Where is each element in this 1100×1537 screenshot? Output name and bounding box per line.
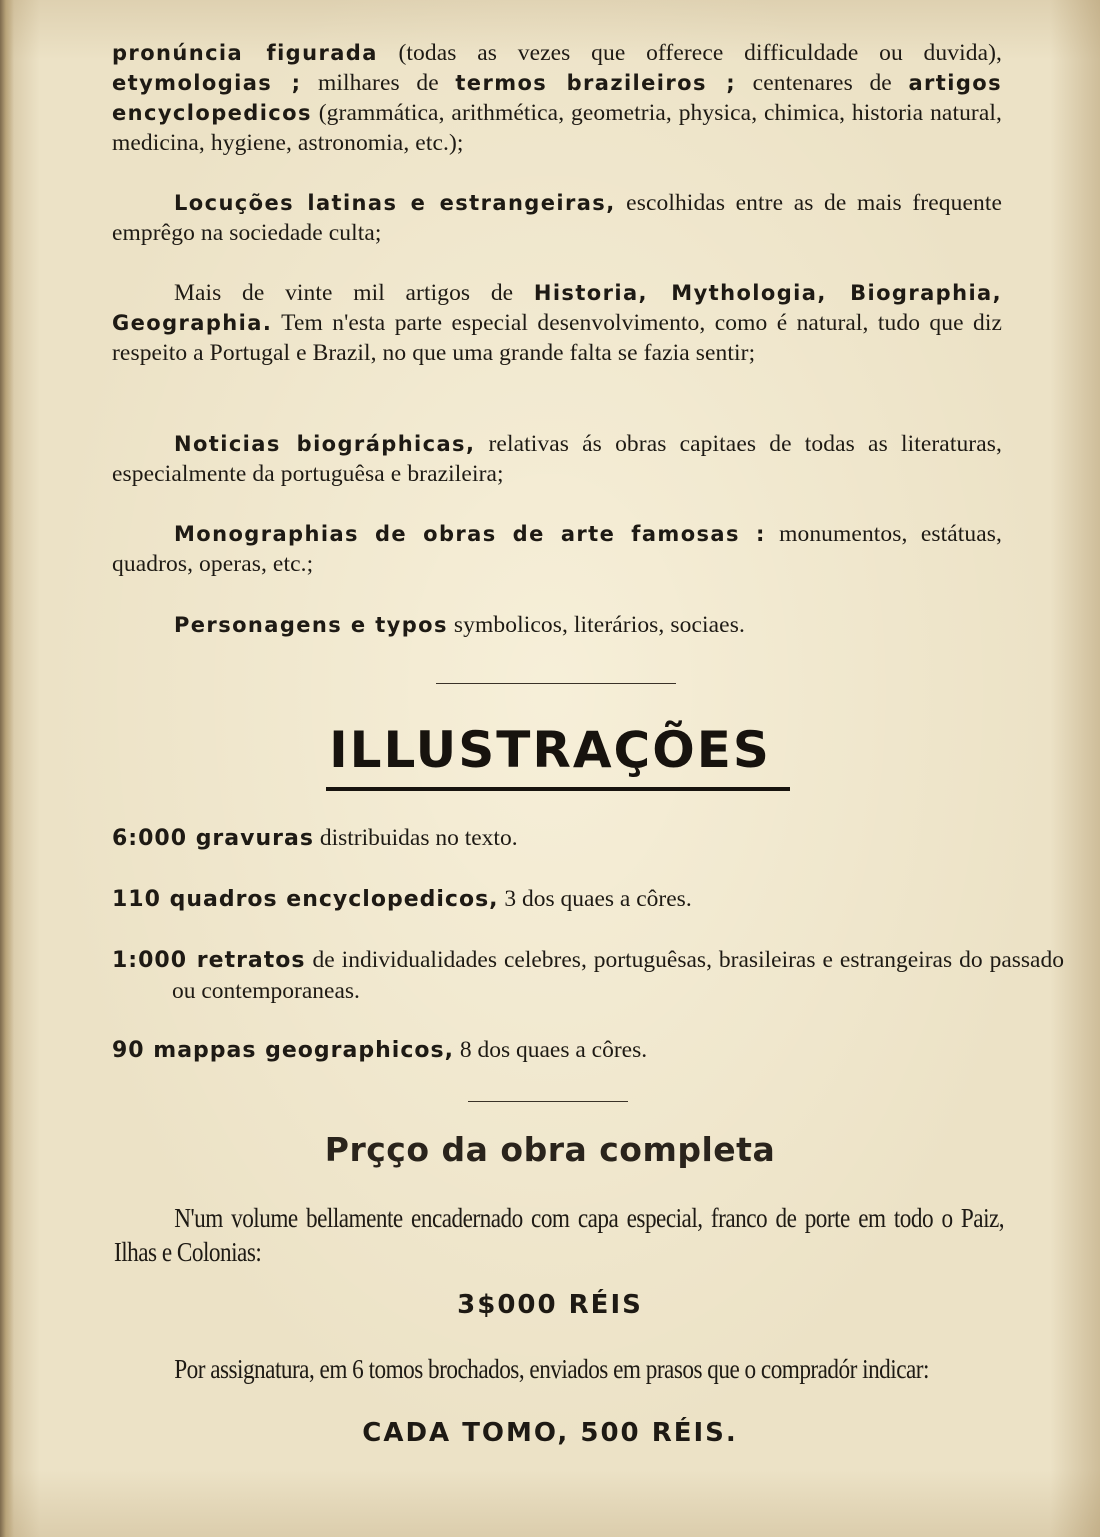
subscription-text: Por assignatura, em 6 tomos brochados, enviados em prasos que o compradór indicar: [174,1354,929,1384]
price-heading: Prçço da obra completa [324,1130,776,1169]
bold-term: Noticias biográphicas, [174,432,476,456]
text-run: 3 dos quaes a côres. [498,886,692,912]
bold-term: Monographias de obras de arte famosas : [174,522,766,546]
text-run: de individualidades celebres, portuguêsas, brasileiras e estrangeiras do passado ou contemporaneas. [172,947,1064,1004]
text-run: Mais de vinte mil artigos de [174,280,534,306]
bold-term: Historia, Mythologia, Biographia, Geographia. [112,281,1003,335]
text-run: (todas as vezes que offerece difficuldade ou duvida), [377,40,1002,66]
text-run: milhares de [301,70,456,96]
section-divider [468,1101,628,1102]
text-run: 8 dos quaes a côres. [453,1037,648,1063]
illustration-item-encyclopedic-plates [112,884,1064,915]
text-run: centenares de [736,70,909,96]
section-divider [436,683,676,684]
paragraph-locutions [112,188,1002,248]
bound-volume-text: N'um volume bellamente encadernado com capa especial, franco de porte em todo o Paiz, Ilhas e Colonias: [114,1203,1005,1267]
bold-term: 6:000 gravuras [112,826,314,851]
illustrations-title: ILLUSTRAÇÕES [329,721,771,779]
illustration-item-engravings [112,823,1064,854]
illustration-item-portraits [112,945,1064,1007]
paragraph-biographic-notes [112,429,1002,489]
text-run: symbolicos, literários, sociaes. [447,612,745,638]
bold-term: 1:000 retratos [112,948,306,973]
bold-term: Locuções latinas e estrangeiras, [174,191,616,215]
bold-term: artigos encyclopedicos [112,71,1002,125]
bold-term: Personagens e typos [174,613,448,637]
paragraph-monographs [112,519,1002,579]
text-run: relativas ás obras capitaes de todas as literaturas, especialmente da portuguêsa e brazileira; [112,431,1002,487]
illustration-item-maps [112,1035,1064,1066]
bold-term: 110 quadros encyclopedicos, [112,887,499,912]
bold-term: 90 mappas geographicos, [112,1038,454,1063]
text-run: distribuidas no texto. [313,825,518,851]
paragraph-pronunciation [112,38,1002,158]
text-run: escolhidas entre as de mais frequente emprêgo na sociedade culta; [112,190,1002,246]
text-run: Tem n'esta parte especial desenvolvimento, como é natural, tudo que diz respeito a Portugal e Brazil, no que uma grande falta se fazia sentir; [112,310,1002,366]
subscription-price: CADA TOMO, 500 RÉIS. [362,1418,738,1448]
paragraph-characters [112,610,1002,640]
bound-volume-price: 3$000 RÉIS [457,1290,643,1320]
title-underline [326,787,790,791]
bold-term: termos brazileiros ; [455,71,737,95]
bold-term: pronúncia figurada [112,41,378,65]
text-run: monumentos, estátuas, quadros, operas, etc.; [112,521,1002,577]
paragraph-history-articles [112,278,1002,368]
text-run: (grammática, arithmética, geometria, physica, chimica, historia natural, medicina, hygiene, astronomia, etc.); [112,100,1002,156]
bold-term: etymologias ; [112,71,302,95]
